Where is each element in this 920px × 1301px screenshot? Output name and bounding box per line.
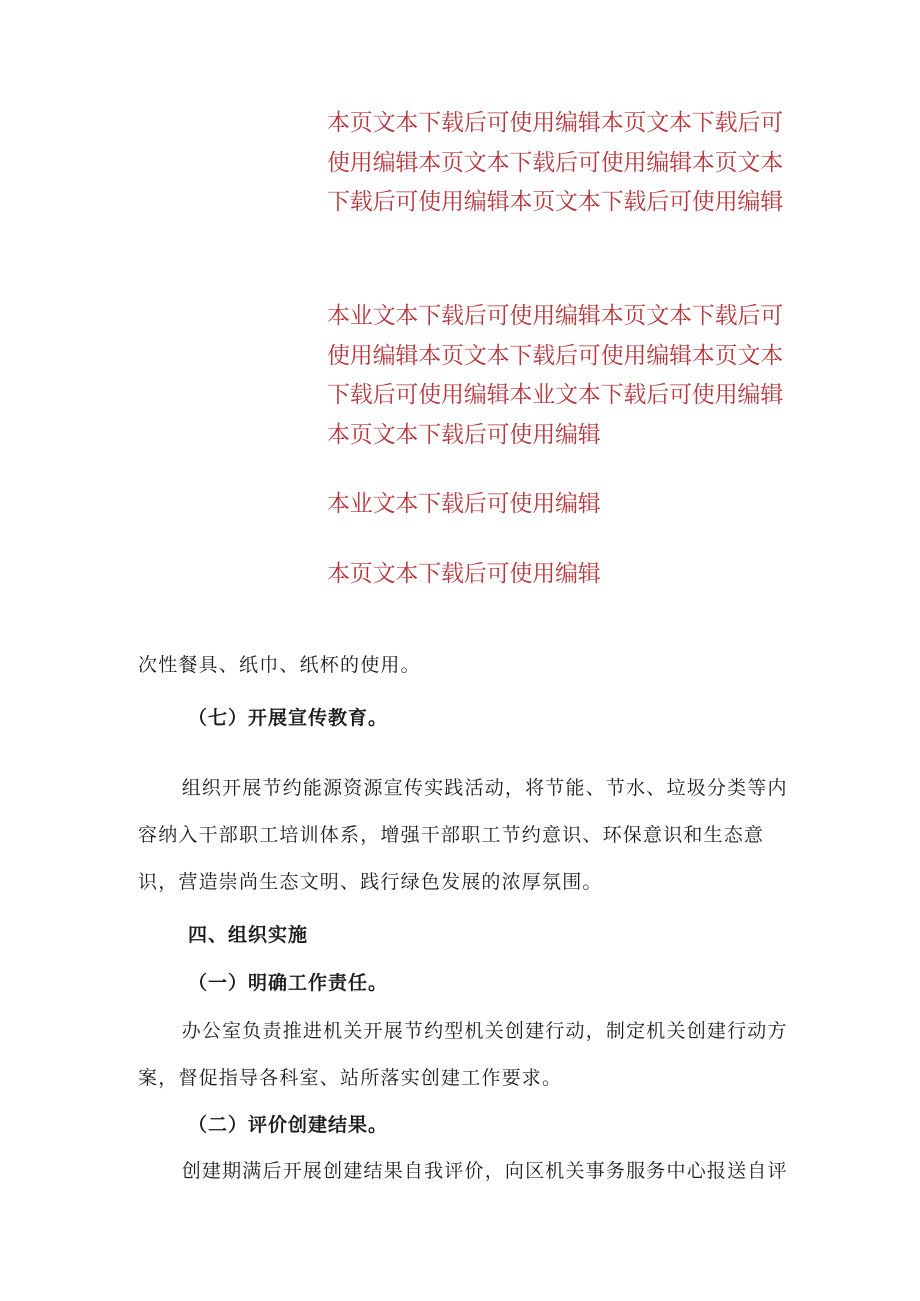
paragraph-work-responsibility: 办公室负责推进机关开展节约型机关创建行动，制定机关创建行动方案，督促指导各科室、站所落实创建工作要求。 — [138, 1020, 788, 1089]
subheading-work-responsibility: （一）明确工作责任。 — [188, 972, 389, 994]
continuation-text: 次性餐具、纸巾、纸杯的使用。 — [138, 654, 421, 676]
section-heading-implementation: 四、组织实施 — [188, 924, 309, 946]
watermark-paragraph-1: 本页文本下载后可使用编辑本页文本下载后可使用编辑本页文本下载后可使用编辑本页文本下载后可使用编辑本页文本下载后可使用编辑 — [327, 110, 784, 215]
watermark-paragraph-2: 本业文本下载后可使用编辑本页文本下载后可使用编辑本页文本下载后可使用编辑本页文本下载后可使用编辑本业文本下载后可使用编辑本页文本下载后可使用编辑 — [327, 303, 784, 448]
subheading-evaluate-results: （二）评价创建结果。 — [188, 1114, 389, 1136]
subheading-propaganda-education: （七）开展宣传教育。 — [188, 707, 389, 729]
watermark-paragraph-3: 本业文本下载后可使用编辑 — [327, 491, 601, 517]
paragraph-propaganda-education: 组织开展节约能源资源宣传实践活动，将节能、节水、垃圾分类等内容纳入干部职工培训体系，增强干部职工节约意识、环保意识和生态意识，营造崇尚生态文明、践行绿色发展的浓厚氛围。 — [138, 777, 788, 893]
watermark-paragraph-4: 本页文本下载后可使用编辑 — [327, 561, 601, 587]
paragraph-evaluate-results: 创建期满后开展创建结果自我评价，向区机关事务服务中心报送自评 — [181, 1160, 788, 1182]
